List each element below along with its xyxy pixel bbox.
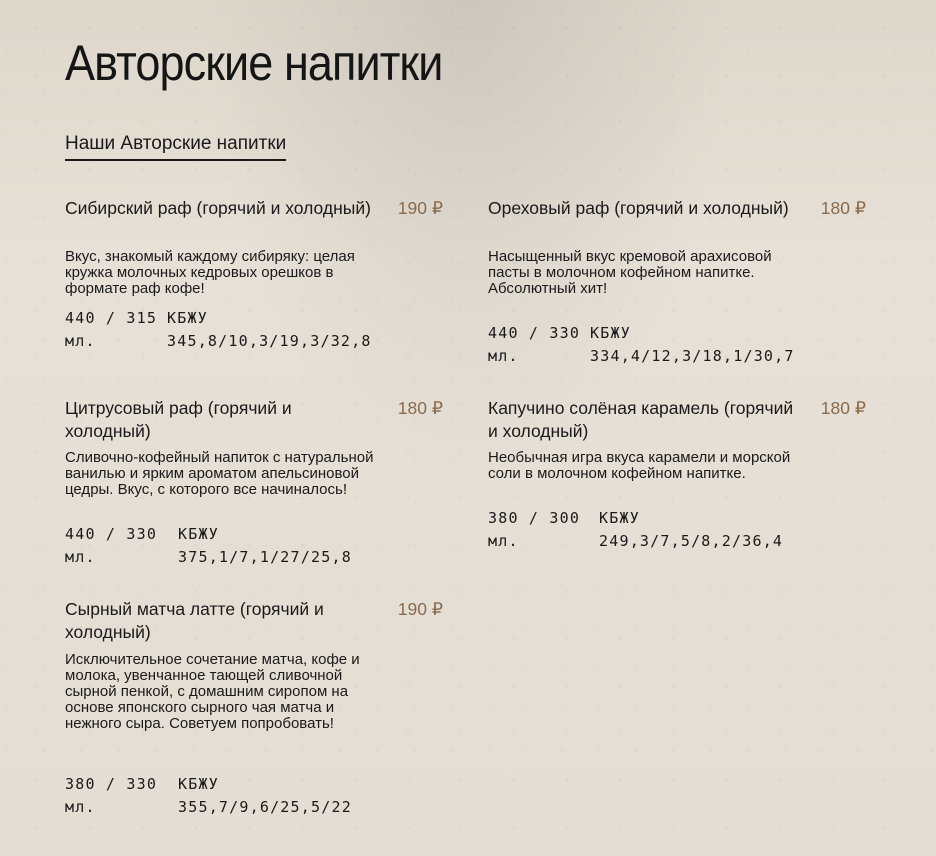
product-name: Цитрусовый раф (горячий и холодный) [65, 398, 292, 441]
product-description: Необычная игра вкуса карамели и морской соли в молочном кофейном напитке. [488, 449, 791, 482]
nutrition-label: КБЖУ [178, 525, 219, 543]
nutrition-values: 375,1/7,1/27/25,8 [178, 548, 352, 566]
product-price: 180 ₽ [397, 398, 443, 418]
product-meta [488, 322, 795, 368]
product-description: Сливочно-кофейный напиток с натуральной ванилью и ярким ароматом апельсиновой цедры. Вкус, с которого все начиналось! [65, 449, 374, 498]
product-name: Ореховый раф (горячий и холодный) [488, 198, 789, 218]
nutrition-label: КБЖУ [590, 324, 631, 342]
product-meta [65, 523, 352, 569]
product-meta [65, 773, 352, 819]
product-description: Вкус, знакомый каждому сибиряку: целая кружка молочных кедровых орешков в формате раф кофе! [65, 248, 355, 297]
product-price: 190 ₽ [397, 599, 443, 619]
nutrition-label: КБЖУ [178, 775, 219, 793]
nutrition-values: 345,8/10,3/19,3/32,8 [167, 332, 372, 350]
product-unit: мл. [65, 798, 96, 816]
product-name: Сырный матча латте (горячий и холодный) [65, 599, 324, 642]
product-name: Сибирский раф (горячий и холодный) [65, 198, 371, 218]
product-meta [488, 507, 783, 553]
nutrition-values: 334,4/12,3/18,1/30,7 [590, 347, 795, 365]
section-tab-signature-drinks[interactable]: Наши Авторские напитки [65, 133, 286, 161]
page-title: Авторские напитки [65, 35, 443, 91]
product-volume: 380 / 330 [65, 775, 158, 793]
product-description: Насыщенный вкус кремовой арахисовой пасты в молочном кофейном напитке. Абсолютный хит! [488, 248, 772, 297]
product-name: Капучино солёная карамель (горячий и холодный) [488, 398, 794, 441]
product-unit: мл. [488, 347, 519, 365]
nutrition-label: КБЖУ [167, 309, 208, 327]
product-price: 180 ₽ [820, 398, 866, 418]
product-volume: 440 / 315 [65, 309, 158, 327]
product-card-siberian-raf[interactable] [65, 197, 443, 362]
product-card-salted-caramel-cappuccino[interactable] [488, 397, 866, 557]
product-price: 180 ₽ [820, 198, 866, 218]
product-price: 190 ₽ [397, 198, 443, 218]
product-meta [65, 307, 372, 353]
product-description: Исключительное сочетание матча, кофе и молока, увенчанное тающей сливочной сырной пенкой, с домашним сиропом на основе японского сырного чая матча и нежного сыра. Советуем попробовать! [65, 651, 360, 732]
product-volume: 380 / 300 [488, 509, 581, 527]
product-unit: мл. [488, 532, 519, 550]
nutrition-values: 249,3/7,5/8,2/36,4 [599, 532, 784, 550]
product-volume: 440 / 330 [488, 324, 581, 342]
product-card-nut-raf[interactable] [488, 197, 866, 377]
product-card-cheese-matcha-latte[interactable] [65, 598, 443, 828]
product-unit: мл. [65, 332, 96, 350]
product-card-citrus-raf[interactable] [65, 397, 443, 577]
nutrition-label: КБЖУ [599, 509, 640, 527]
nutrition-values: 355,7/9,6/25,5/22 [178, 798, 352, 816]
product-unit: мл. [65, 548, 96, 566]
product-volume: 440 / 330 [65, 525, 158, 543]
